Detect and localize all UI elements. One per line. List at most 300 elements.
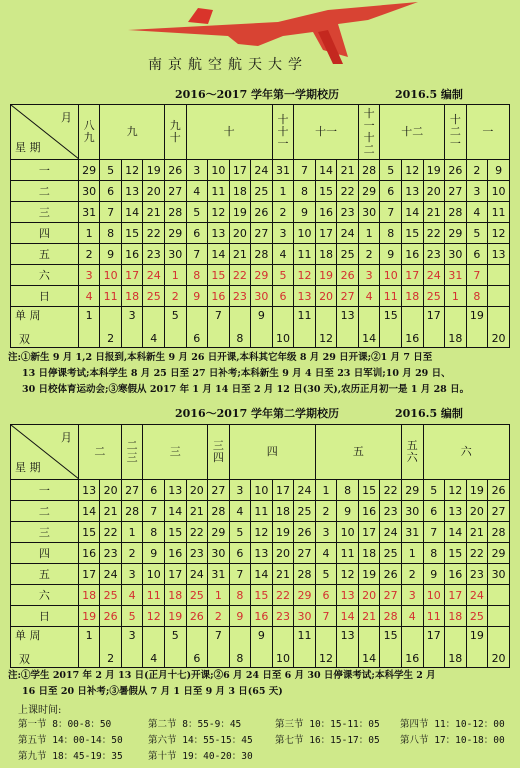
sem2-day-cell: 11	[251, 501, 273, 522]
sem2-day-cell: 21	[186, 501, 208, 522]
sem1-week-number	[380, 307, 402, 348]
sem2-day-cell: 17	[272, 480, 294, 501]
sem2-day-cell: 24	[380, 522, 402, 543]
sem1-day-cell: 22	[229, 265, 251, 286]
sem1-day-cell: 30	[251, 286, 273, 307]
sem1-day-cell: 29	[358, 181, 380, 202]
sem1-week-number	[208, 307, 230, 348]
sem1-day-cell: 3	[78, 265, 100, 286]
sem2-even-week-value: 10	[275, 652, 290, 665]
sem1-day-cell: 27	[165, 181, 187, 202]
sem1-week-number	[294, 307, 316, 348]
sem2-note-line1: 注:①学生 2017 年 2 月 13 日(正月十七)开课;②6 月 24 日至 6 月 30 日停课考试;本科学生 2 月	[8, 670, 436, 681]
sem1-corner-month: 月	[60, 111, 72, 124]
sem2-day-cell: 24	[186, 564, 208, 585]
sem2-day-cell: 12	[143, 606, 165, 627]
sem2-day-cell: 31	[401, 522, 423, 543]
sem1-corner-weekday: 星 期	[15, 141, 41, 154]
sem1-week-number	[466, 307, 488, 348]
sem1-day-cell: 4	[358, 286, 380, 307]
sem2-odd-week-value: 7	[214, 629, 222, 642]
sem2-month-header: 六	[423, 425, 510, 480]
sem1-day-cell: 26	[165, 160, 187, 181]
sem1-day-cell: 30	[445, 244, 467, 265]
sem2-week-number	[423, 627, 445, 668]
sem1-day-cell: 21	[423, 202, 445, 223]
sem2-note-line2: 16 日至 20 日补考;③暑假从 7 月 1 日至 9 月 3 日(65 天)	[22, 686, 283, 697]
sem2-month-header: 三 四	[208, 425, 230, 480]
sem2-month-header: 四	[229, 425, 315, 480]
sem2-day-cell: 2	[208, 606, 230, 627]
sem2-day-cell: 13	[165, 480, 187, 501]
sem2-day-cell: 17	[445, 585, 467, 606]
sem2-month-row	[11, 425, 510, 480]
sem2-weekday-label: 一	[11, 480, 79, 501]
sem2-note	[8, 668, 518, 700]
sem2-day-cell: 27	[294, 543, 316, 564]
sem2-day-cell: 7	[143, 501, 165, 522]
sem1-day-cell: 26	[445, 160, 467, 181]
sem2-day-cell: 1	[315, 480, 337, 501]
sem1-day-cell: 12	[294, 265, 316, 286]
sem2-day-cell: 6	[423, 501, 445, 522]
sem2-corner-cell	[11, 425, 79, 480]
sem1-week-row	[11, 265, 510, 286]
sem2-day-cell: 21	[100, 501, 122, 522]
sem2-week-number	[294, 627, 316, 668]
sem2-day-cell: 17	[358, 522, 380, 543]
sem2-day-cell: 28	[121, 501, 143, 522]
sem2-week-label	[11, 627, 79, 668]
sem2-week-number	[121, 627, 143, 668]
sem1-day-cell: 28	[445, 202, 467, 223]
sem1-day-cell: 3	[186, 160, 208, 181]
sem2-day-cell: 13	[445, 501, 467, 522]
sem1-week-row	[11, 244, 510, 265]
sem1-day-cell: 27	[445, 181, 467, 202]
sem1-day-cell: 2	[358, 244, 380, 265]
sem1-day-cell: 6	[272, 286, 294, 307]
sem2-month-header: 三	[143, 425, 208, 480]
sem2-day-cell: 26	[100, 606, 122, 627]
sem2-even-week-value: 8	[236, 652, 244, 665]
sem2-day-cell: 29	[488, 543, 510, 564]
sem2-day-cell: 9	[423, 564, 445, 585]
sem2-weekday-label: 六	[11, 585, 79, 606]
sem1-day-cell: 7	[100, 202, 122, 223]
sem1-day-cell: 20	[423, 181, 445, 202]
sem1-day-cell: 14	[401, 202, 423, 223]
sem1-day-cell: 2	[165, 286, 187, 307]
sem1-day-cell: 13	[121, 181, 143, 202]
sem2-day-cell: 29	[208, 522, 230, 543]
sem2-week-number	[165, 627, 187, 668]
sem2-day-cell: 11	[423, 606, 445, 627]
sem2-day-cell: 16	[165, 543, 187, 564]
sem2-month-header: 五 六	[401, 425, 423, 480]
sem2-day-cell: 27	[208, 480, 230, 501]
sem1-day-cell: 4	[272, 244, 294, 265]
sem1-day-cell: 23	[143, 244, 165, 265]
sem1-week-number	[358, 307, 380, 348]
sem2-day-cell: 8	[229, 585, 251, 606]
sem2-day-cell: 26	[380, 564, 402, 585]
sem1-week-number	[401, 307, 423, 348]
sem1-day-cell: 1	[165, 265, 187, 286]
sem1-day-cell: 24	[337, 223, 359, 244]
sem1-day-cell: 1	[445, 286, 467, 307]
sem1-month-header: 十二	[380, 105, 445, 160]
sem2-day-cell: 28	[294, 564, 316, 585]
sem1-day-cell: 12	[121, 160, 143, 181]
sem1-day-cell: 24	[423, 265, 445, 286]
sem1-day-cell: 4	[78, 286, 100, 307]
sem1-even-week-value: 10	[275, 332, 290, 345]
sem1-odd-week-value: 17	[426, 309, 441, 322]
sem1-day-cell: 8	[186, 265, 208, 286]
sem1-week-row	[11, 286, 510, 307]
sem1-day-cell: 20	[229, 223, 251, 244]
class-period: 第八节 17：10-18：00	[400, 735, 505, 746]
sem2-day-cell: 5	[121, 606, 143, 627]
sem1-day-cell: 9	[294, 202, 316, 223]
sem2-day-cell: 7	[423, 522, 445, 543]
sem1-month-header: 一	[466, 105, 509, 160]
sem1-day-cell: 30	[358, 202, 380, 223]
sem2-even-week-value: 18	[448, 652, 463, 665]
sem2-day-cell: 1	[121, 522, 143, 543]
sem1-week-number	[445, 307, 467, 348]
sem1-day-cell: 17	[121, 265, 143, 286]
sem1-week-number	[165, 307, 187, 348]
sem2-even-week-value: 12	[319, 652, 334, 665]
sem1-odd-week-value: 5	[171, 309, 179, 322]
sem2-week-number	[337, 627, 359, 668]
sem2-day-cell: 16	[78, 543, 100, 564]
sem1-note-line2: 13 日停课考试;本科学生 8 月 25 日至 27 日补考;本科新生 9 月 4 日至 23 日军训;10 月 29 日、	[22, 368, 451, 379]
sem1-day-cell: 23	[229, 286, 251, 307]
sem2-week-number	[380, 627, 402, 668]
sem1-day-cell: 6	[466, 244, 488, 265]
sem1-day-cell: 4	[186, 181, 208, 202]
sem1-day-cell: 16	[208, 286, 230, 307]
sem1-day-cell: 17	[229, 160, 251, 181]
sem2-day-cell: 3	[121, 564, 143, 585]
sem1-day-cell: 8	[380, 223, 402, 244]
sem2-day-cell: 9	[337, 501, 359, 522]
sem1-day-cell: 15	[315, 181, 337, 202]
sem1-day-cell: 7	[294, 160, 316, 181]
sem1-corner-cell	[11, 105, 79, 160]
sem1-day-cell: 10	[294, 223, 316, 244]
sem2-day-cell: 25	[100, 585, 122, 606]
class-period: 第九节 18：45-19：35	[18, 751, 123, 762]
sem2-day-cell: 26	[186, 606, 208, 627]
sem2-week-number	[78, 627, 100, 668]
sem1-day-cell: 25	[251, 181, 273, 202]
sem2-day-cell: 30	[294, 606, 316, 627]
sem1-day-cell	[488, 265, 510, 286]
sem1-day-cell: 14	[121, 202, 143, 223]
sem1-day-cell: 3	[466, 181, 488, 202]
class-period: 第二节 8：55-9：45	[148, 719, 242, 730]
sem1-even-week-value: 18	[448, 332, 463, 345]
sem2-day-cell: 15	[358, 480, 380, 501]
sem2-day-cell: 16	[445, 564, 467, 585]
sem1-week-row	[11, 160, 510, 181]
sem2-odd-week-value: 17	[426, 629, 441, 642]
sem2-odd-week-value: 3	[128, 629, 136, 642]
class-period: 第七节 16：15-17：05	[275, 735, 380, 746]
sem2-day-cell: 30	[208, 543, 230, 564]
sem1-day-cell: 21	[229, 244, 251, 265]
sem1-even-week-value: 2	[107, 332, 115, 345]
sem1-day-cell: 9	[380, 244, 402, 265]
sem1-day-cell: 5	[100, 160, 122, 181]
sem2-day-cell: 1	[401, 543, 423, 564]
sem1-even-week-value: 4	[150, 332, 158, 345]
sem2-day-cell: 28	[208, 501, 230, 522]
sem1-week-number	[251, 307, 273, 348]
sem1-day-cell: 25	[423, 286, 445, 307]
sem2-day-cell: 30	[488, 564, 510, 585]
sem2-edition: 2016.5 编制	[395, 407, 463, 420]
sem2-day-cell: 19	[78, 606, 100, 627]
sem2-day-cell: 19	[272, 522, 294, 543]
sem2-day-cell: 15	[251, 585, 273, 606]
sem1-weekday-label: 五	[11, 244, 79, 265]
sem2-day-cell: 14	[78, 501, 100, 522]
sem1-month-header: 九	[100, 105, 165, 160]
sem1-day-cell: 31	[445, 265, 467, 286]
sem1-day-cell: 17	[401, 265, 423, 286]
sem2-day-cell: 18	[272, 501, 294, 522]
sem1-odd-week-value: 7	[214, 309, 222, 322]
sem2-day-cell: 12	[445, 480, 467, 501]
sem1-day-cell: 21	[337, 160, 359, 181]
sem2-day-cell: 14	[445, 522, 467, 543]
sem2-day-cell: 11	[337, 543, 359, 564]
sem1-day-cell: 9	[488, 160, 510, 181]
sem1-day-cell: 19	[315, 265, 337, 286]
sem1-month-header: 十 一 十 二	[358, 105, 380, 160]
sem2-even-week-value: 14	[362, 652, 377, 665]
sem2-day-cell: 15	[445, 543, 467, 564]
class-period: 第一节 8：00-8：50	[18, 719, 112, 730]
sem1-day-cell	[488, 286, 510, 307]
sem2-day-cell: 26	[488, 480, 510, 501]
sem1-even-week-value: 14	[362, 332, 377, 345]
sem1-note	[8, 350, 518, 398]
sem2-week-row	[11, 480, 510, 501]
sem1-day-cell: 30	[165, 244, 187, 265]
sem1-even-week-value: 8	[236, 332, 244, 345]
sem1-day-cell: 19	[423, 160, 445, 181]
sem1-day-cell: 7	[186, 244, 208, 265]
sem1-day-cell: 26	[251, 202, 273, 223]
sem2-weekday-label: 三	[11, 522, 79, 543]
sem2-week-number	[229, 627, 251, 668]
sem2-day-cell: 4	[229, 501, 251, 522]
sem2-week-number	[208, 627, 230, 668]
sem1-day-cell: 2	[272, 202, 294, 223]
sem1-day-cell: 24	[143, 265, 165, 286]
sem1-month-header: 十 二 一	[445, 105, 467, 160]
sem1-day-cell: 10	[380, 265, 402, 286]
sem1-week-number	[488, 307, 510, 348]
sem2-day-cell: 5	[315, 564, 337, 585]
sem2-day-cell: 3	[229, 480, 251, 501]
sem1-note-line3: 30 日校体育运动会;③寒假从 2017 年 1 月 14 日至 2 月 12 日(30 天),农历正月初一是 1 月 28 日。	[22, 384, 470, 395]
sem2-day-cell: 16	[358, 501, 380, 522]
sem1-even-week-value: 20	[491, 332, 506, 345]
sem2-day-cell: 8	[337, 480, 359, 501]
sem2-day-cell: 6	[315, 585, 337, 606]
university-name: 南京航空航天大学	[148, 57, 308, 73]
sem1-month-header: 九 十	[165, 105, 187, 160]
sem1-week-number	[315, 307, 337, 348]
sem2-day-cell: 19	[358, 564, 380, 585]
sem1-week-number	[121, 307, 143, 348]
sem1-day-cell: 28	[358, 160, 380, 181]
sem2-day-cell: 22	[100, 522, 122, 543]
sem1-day-cell: 10	[488, 181, 510, 202]
sem2-day-cell: 22	[380, 480, 402, 501]
sem1-day-cell: 8	[100, 223, 122, 244]
sem2-day-cell: 13	[251, 543, 273, 564]
sem1-week-number	[143, 307, 165, 348]
sem2-odd-week-value: 9	[257, 629, 265, 642]
sem1-day-cell: 22	[337, 181, 359, 202]
sem2-day-cell: 14	[337, 606, 359, 627]
sem2-day-cell: 26	[294, 522, 316, 543]
sem1-day-cell: 1	[272, 181, 294, 202]
sem1-day-cell: 23	[423, 244, 445, 265]
sem1-weekday-label: 六	[11, 265, 79, 286]
sem2-day-cell: 23	[100, 543, 122, 564]
sem1-day-cell: 11	[380, 286, 402, 307]
sem2-day-cell: 9	[143, 543, 165, 564]
sem1-edition: 2016.5 编制	[395, 88, 463, 101]
sem1-day-cell: 16	[121, 244, 143, 265]
sem2-day-cell: 9	[229, 606, 251, 627]
sem1-weekday-label: 二	[11, 181, 79, 202]
sem1-month-header: 八 九	[78, 105, 100, 160]
sem1-day-cell: 10	[208, 160, 230, 181]
sem1-day-cell: 29	[78, 160, 100, 181]
sem2-day-cell: 13	[78, 480, 100, 501]
sem1-odd-week-value: 3	[128, 309, 136, 322]
sem1-even-week-value: 6	[193, 332, 201, 345]
sem2-day-cell: 18	[358, 543, 380, 564]
sem2-week-number	[272, 627, 294, 668]
sem2-day-cell: 28	[380, 606, 402, 627]
sem1-day-cell: 27	[337, 286, 359, 307]
sem2-day-cell: 4	[121, 585, 143, 606]
sem2-day-cell: 31	[208, 564, 230, 585]
sem1-day-cell: 18	[315, 244, 337, 265]
sem2-day-cell: 4	[315, 543, 337, 564]
sem2-week-row	[11, 606, 510, 627]
sem1-day-cell: 2	[466, 160, 488, 181]
sem2-day-cell: 23	[186, 543, 208, 564]
sem2-day-cell: 20	[358, 585, 380, 606]
sem1-odd-week-value: 15	[383, 309, 398, 322]
sem1-day-cell: 26	[337, 265, 359, 286]
sem2-day-cell: 21	[272, 564, 294, 585]
sem1-day-cell: 21	[143, 202, 165, 223]
sem1-day-cell: 11	[100, 286, 122, 307]
sem2-day-cell: 27	[488, 501, 510, 522]
sem2-day-cell: 5	[423, 480, 445, 501]
sem1-odd-week-value: 9	[257, 309, 265, 322]
sem2-day-cell: 27	[380, 585, 402, 606]
sem2-day-cell: 18	[165, 585, 187, 606]
sem2-day-cell: 21	[358, 606, 380, 627]
sem1-weekday-label: 四	[11, 223, 79, 244]
sem2-day-cell: 27	[121, 480, 143, 501]
sem1-day-cell: 2	[78, 244, 100, 265]
sem2-day-cell: 3	[401, 585, 423, 606]
sem2-day-cell: 17	[165, 564, 187, 585]
sem2-day-cell: 20	[100, 480, 122, 501]
sem2-day-cell: 1	[208, 585, 230, 606]
sem2-odd-week-value: 11	[297, 629, 312, 642]
sem1-day-cell: 1	[78, 223, 100, 244]
sem1-day-cell: 29	[445, 223, 467, 244]
sem2-odd-week-value: 1	[85, 629, 93, 642]
sem2-weekday-label: 日	[11, 606, 79, 627]
sem2-odd-week-value: 5	[171, 629, 179, 642]
sem2-week-number	[445, 627, 467, 668]
sem2-even-week-value: 6	[193, 652, 201, 665]
sem1-day-cell: 30	[78, 181, 100, 202]
sem1-day-cell: 7	[466, 265, 488, 286]
sem1-calendar-table	[10, 104, 510, 348]
sem2-day-cell: 23	[466, 564, 488, 585]
sem2-day-cell: 22	[272, 585, 294, 606]
sem2-day-cell: 22	[466, 543, 488, 564]
sem1-day-cell: 15	[401, 223, 423, 244]
sem1-day-cell: 5	[466, 223, 488, 244]
sem2-week-row	[11, 522, 510, 543]
sem1-week-label-bottom: 双	[19, 333, 30, 346]
sem1-weekday-label: 三	[11, 202, 79, 223]
sem1-weekday-label: 日	[11, 286, 79, 307]
sem1-day-cell: 8	[294, 181, 316, 202]
sem2-week-row	[11, 564, 510, 585]
sem2-day-cell: 14	[251, 564, 273, 585]
sem2-day-cell: 15	[165, 522, 187, 543]
sem2-week-number	[358, 627, 380, 668]
sem1-day-cell: 6	[380, 181, 402, 202]
sem2-month-header: 二 三	[121, 425, 143, 480]
sem2-day-cell: 25	[294, 501, 316, 522]
sem2-day-cell: 25	[380, 543, 402, 564]
sem1-day-cell: 28	[251, 244, 273, 265]
sem1-day-cell: 4	[466, 202, 488, 223]
sem1-day-cell: 10	[100, 265, 122, 286]
sem2-week-number	[100, 627, 122, 668]
sem1-day-cell: 12	[401, 160, 423, 181]
sem1-month-header: 十 十 一	[272, 105, 294, 160]
sem2-day-cell: 14	[165, 501, 187, 522]
sem2-day-cell: 10	[251, 480, 273, 501]
sem2-day-cell: 2	[401, 564, 423, 585]
sem2-day-cell: 11	[143, 585, 165, 606]
sem1-day-cell: 13	[488, 244, 510, 265]
sem1-note-line1: 注:①新生 9 月 1,2 日报到,本科新生 9 月 26 日开课,本科其它年级 8 月 29 日开课;②1 月 7 日至	[8, 352, 433, 363]
